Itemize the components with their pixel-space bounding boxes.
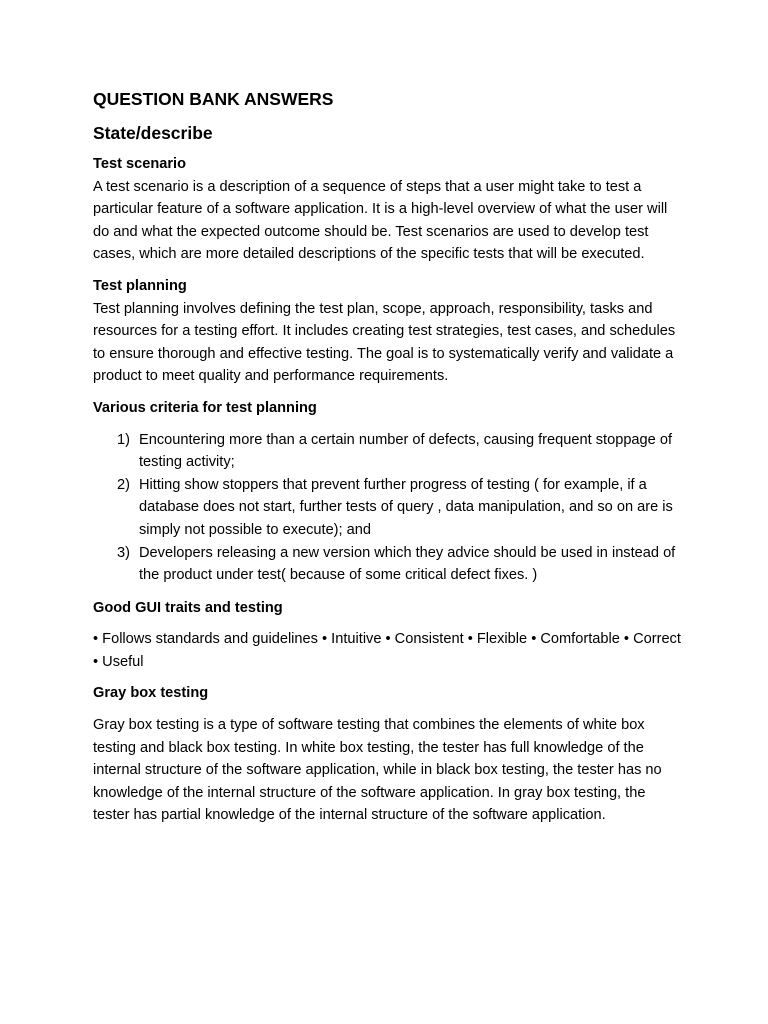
section-criteria	[93, 397, 683, 587]
section-body: Test planning involves defining the test plan, scope, approach, responsibility, tasks and resources for a testing effort. It includes creating test strategies, test cases, and schedules to ensure thorough and effective testing. The goal is to systematically verify and validate a product to meet quality and performance requirements.	[93, 300, 676, 385]
section-gray-box	[93, 682, 683, 827]
section-heading: Good GUI traits and testing	[93, 599, 283, 616]
section-heading: Gray box testing	[93, 685, 209, 702]
document-title: QUESTION BANK ANSWERS	[93, 89, 334, 109]
section-body: Gray box testing is a type of software testing that combines the elements of white box testing and black box testing. In white box testing, the tester has full knowledge of the internal structure of the software application, while in black box testing, the tester has no knowledge of the internal structure of the software application. In gray box testing, the tester has partial knowledge of the internal structure of the software application.	[93, 717, 662, 824]
section-body: • Follows standards and guidelines • Intuitive • Consistent • Flexible • Comfortable • Correct • Useful	[93, 631, 681, 670]
section-heading: Test scenario	[93, 156, 187, 172]
section-test-scenario	[93, 153, 683, 266]
list-item	[93, 429, 683, 474]
list-number: 2)	[117, 476, 130, 493]
section-heading: Test planning	[93, 277, 187, 294]
section-heading: Various criteria for test planning	[93, 399, 317, 416]
criteria-list	[93, 429, 683, 587]
document-subtitle: State/describe	[93, 123, 213, 143]
list-text: Encountering more than a certain number of defects, causing frequent stoppage of testing activity;	[139, 431, 673, 471]
list-text: Developers releasing a new version which they advice should be used in instead of the product under test( because of some critical defect fixes. )	[139, 544, 676, 584]
section-test-planning	[93, 275, 683, 388]
list-item	[93, 542, 683, 587]
list-text: Hitting show stoppers that prevent further progress of testing ( for example, if a database does not start, further tests of query , data manipulation, and so on are is simply not possible to execute); and	[139, 476, 673, 538]
list-number: 3)	[117, 544, 130, 561]
list-item	[93, 474, 683, 542]
section-gui-traits	[93, 597, 683, 674]
list-number: 1)	[117, 431, 130, 448]
section-body: A test scenario is a description of a sequence of steps that a user might take to test a particular feature of a software application. It is a high-level overview of what the user will do and what the expected outcome should be. Test scenarios are used to develop test cases, which are more detailed descriptions of the specific tests that will be executed.	[93, 178, 668, 263]
document-page	[93, 88, 683, 836]
